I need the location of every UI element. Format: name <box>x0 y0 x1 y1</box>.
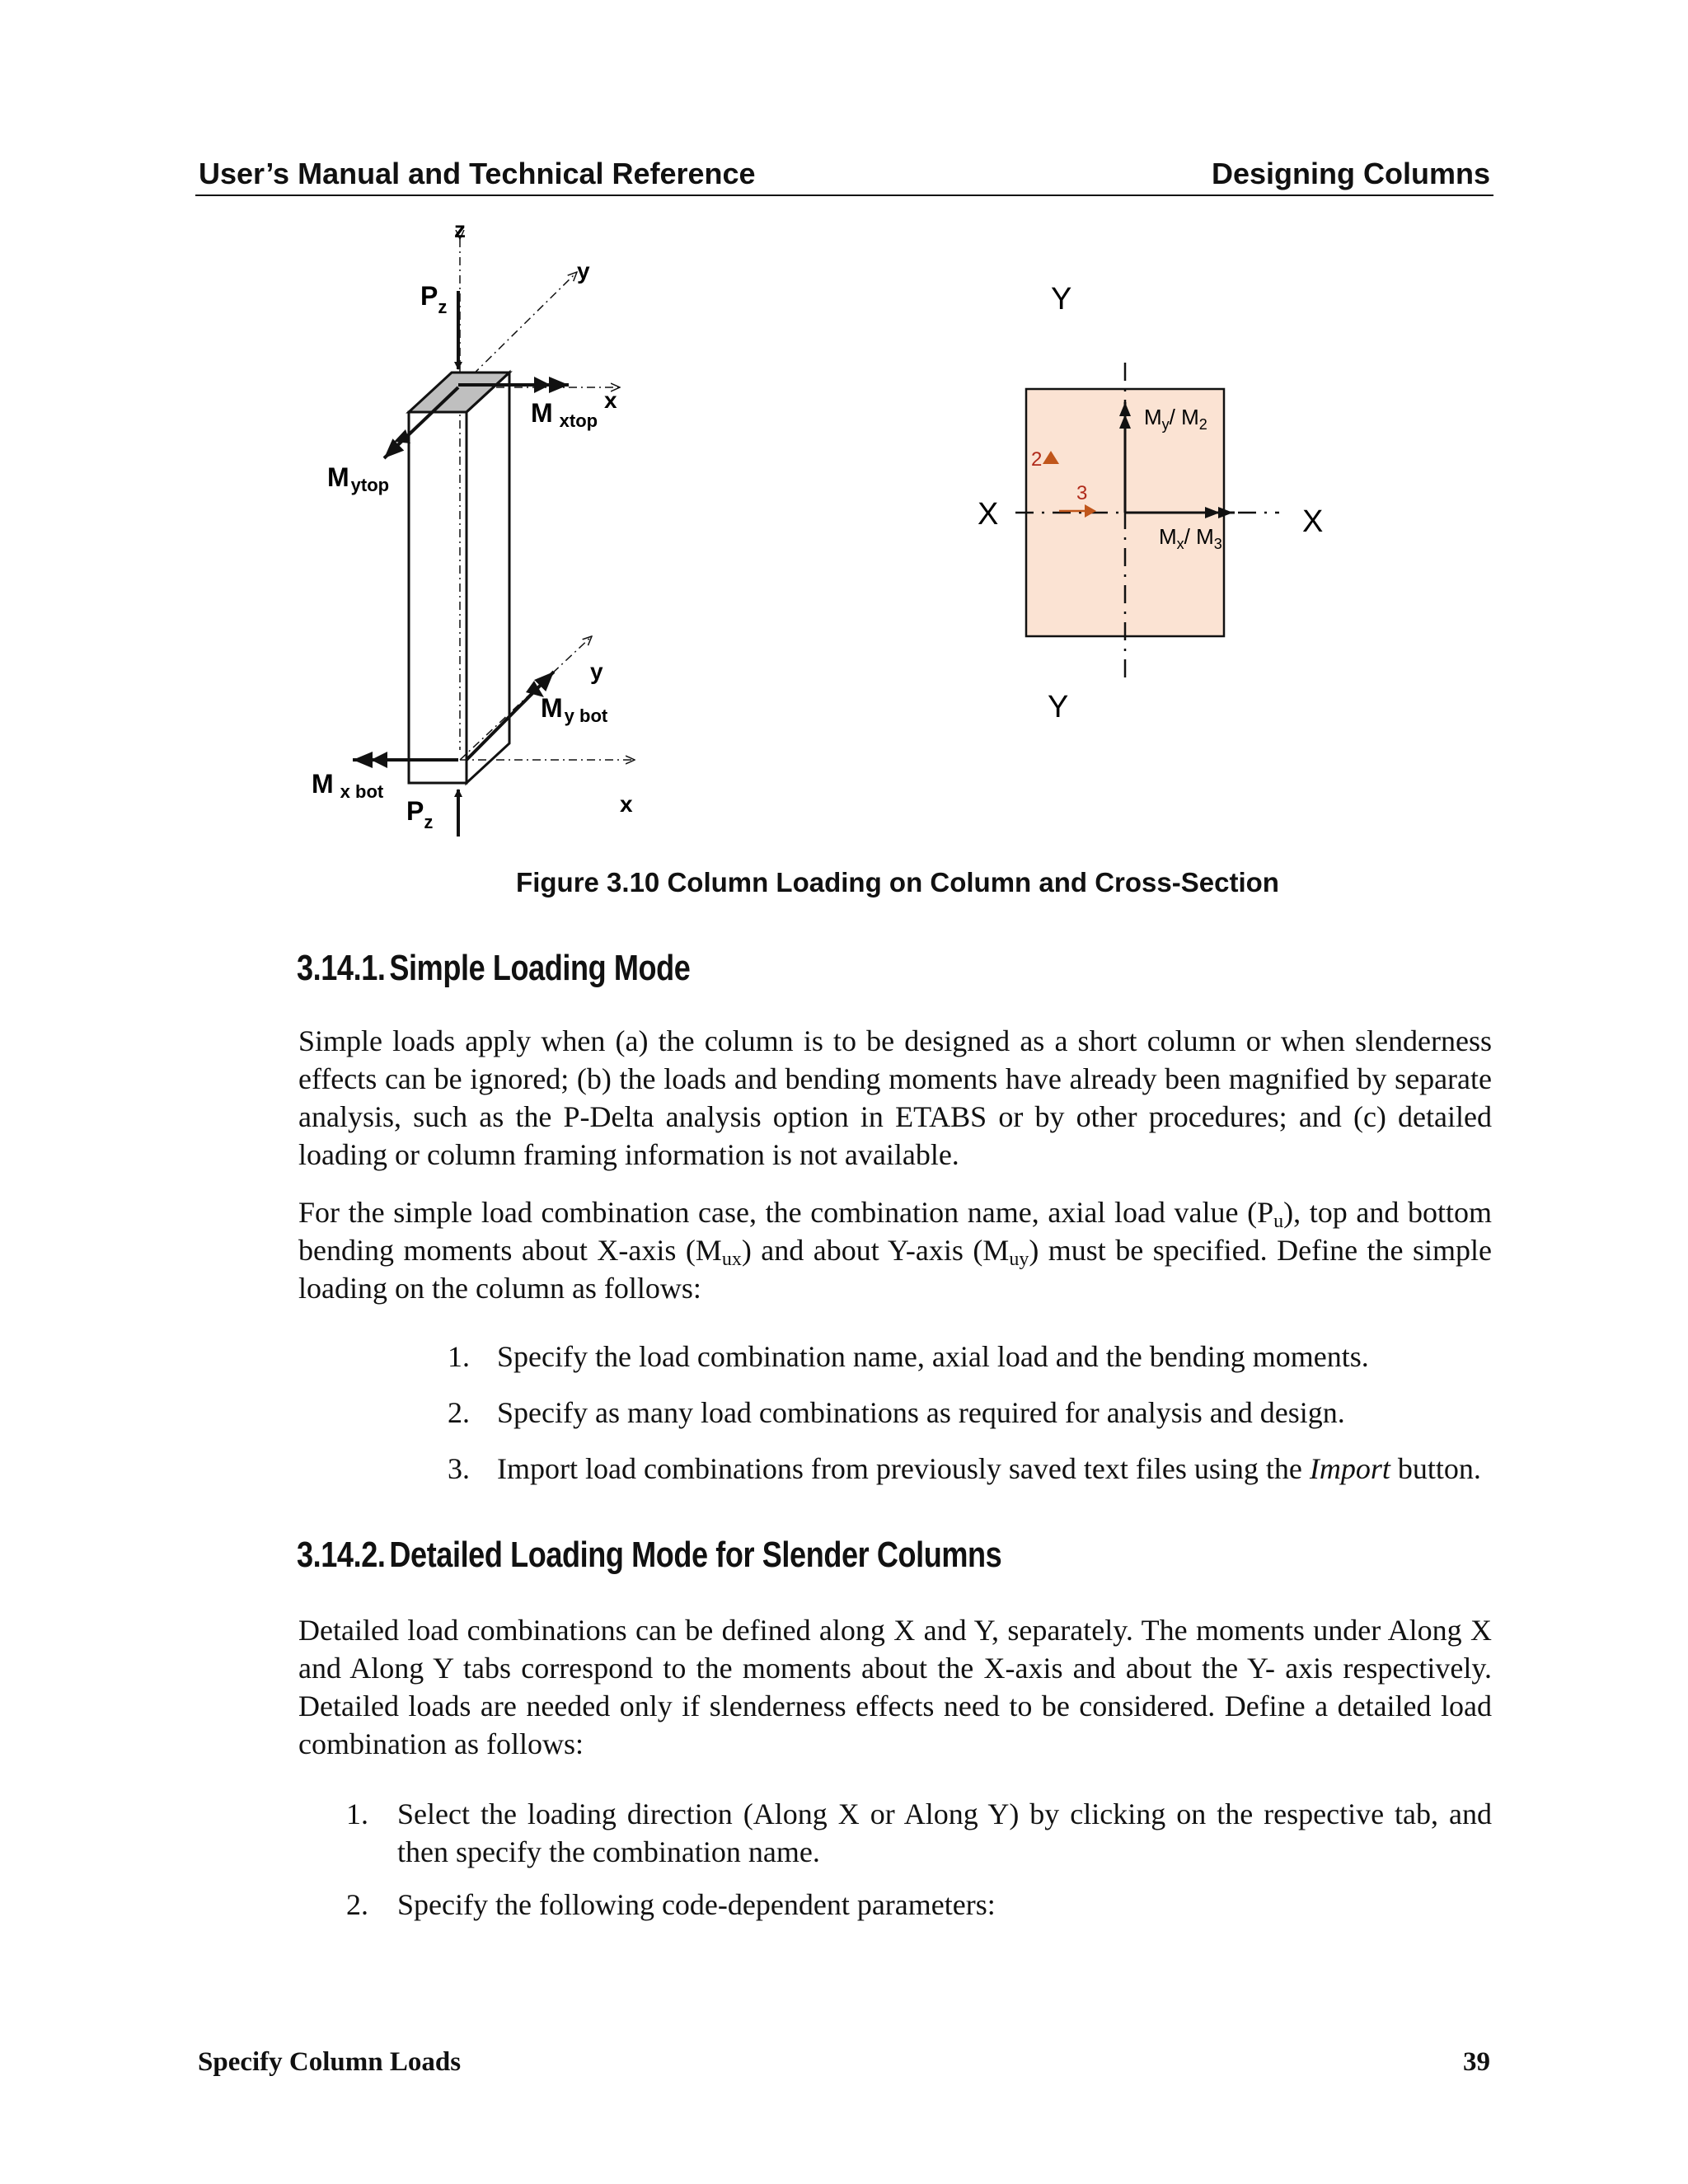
section-title: Simple Loading Mode <box>389 948 691 988</box>
header-manual-title: User’s Manual and Technical Reference <box>199 157 756 190</box>
label-x-bot: x <box>620 791 633 817</box>
label-m-ybot: My bot <box>541 693 608 726</box>
section-number: 3.14.2. <box>297 1535 386 1575</box>
section-heading-detailed-loading <box>297 1535 1001 1576</box>
figure-caption: Figure 3.10 Column Loading on Column and Cross-Section <box>516 867 1279 898</box>
label-X-right: X <box>1302 504 1324 539</box>
label-y-top: y <box>577 258 590 284</box>
detailed-steps-list <box>346 1795 1492 1938</box>
list-item: 2. Specify the following code-dependent parameters: <box>346 1888 996 1921</box>
column-loading-figure <box>0 206 1688 865</box>
label-x-top: x <box>604 387 617 413</box>
label-pz-top: $P_z$ <box>420 281 448 317</box>
label-mx-m3: $M_x/$ $M_3$ <box>1159 524 1222 552</box>
label-m-xtop: M xtop <box>531 398 598 431</box>
label-m-xbot: M x bot <box>312 769 384 802</box>
list-item: 2. Specify as many load combinations as required for analysis and design. <box>448 1396 1345 1429</box>
section-heading-simple-loading <box>297 948 690 989</box>
page-header <box>195 157 1493 196</box>
column-3d-diagram <box>312 217 635 837</box>
paragraph-simple-combination: For the simple load combination case, the combination name, axial load value $(P_u)$, top and bottom bending moments about X-axis $(M_{ux})$ and about Y-axis $(M_{uy})$ must be specified. Define the simple loading on the column as follows: <box>298 1196 1492 1305</box>
label-Y-bot: Y <box>1048 690 1069 724</box>
paragraph-detailed-loads: Detailed load combinations can be defined along X and Y, separately. The moments under Along X and Along Y tabs correspond to the moments about the X-axis and about the Y- axis respectively. Detailed loads are needed only if slenderness effects need to be considered. Define a detailed load combination as follows: <box>298 1614 1492 1760</box>
label-X-left: X <box>978 497 999 532</box>
list-item: 3. Import load combinations from previously saved text files using the Import button. <box>448 1452 1481 1485</box>
simple-steps-list <box>448 1338 1494 1506</box>
label-local-3: 3 <box>1076 482 1088 504</box>
label-z-axis: z <box>454 217 466 242</box>
label-my-m2: $M_y/$ $M_2$ <box>1144 405 1207 433</box>
paragraph-simple-loads: Simple loads apply when (a) the column is to be designed as a short column or when slenderness effects can be ignored; (b) the loads and bending moments have already been magnified by separate analysis, such as the P-Delta analysis option in ETABS or by other procedures; and (c) detailed loading or column framing information is not available. <box>298 1024 1492 1171</box>
label-y-bot: y <box>590 658 603 684</box>
section-title: Detailed Loading Mode for Slender Columns <box>389 1535 1002 1575</box>
label-local-2: 2 <box>1031 448 1043 471</box>
page-number: 39 <box>1463 2047 1490 2077</box>
cross-section-diagram <box>978 282 1323 724</box>
label-m-ytop: Mytop <box>327 462 390 495</box>
list-item: 1. Specify the load combination name, axial load and the bending moments. <box>448 1340 1369 1373</box>
section-number: 3.14.1. <box>297 948 386 988</box>
list-item: 1. Select the loading direction (Along X or Along Y) by clicking on the respective tab, and then specify the combination name. <box>346 1797 1492 1868</box>
label-pz-bot: $P_z$ <box>406 796 434 832</box>
label-Y-top: Y <box>1051 282 1072 316</box>
header-chapter-title: Designing Columns <box>1211 157 1490 190</box>
footer-section-name: Specify Column Loads <box>198 2047 462 2077</box>
